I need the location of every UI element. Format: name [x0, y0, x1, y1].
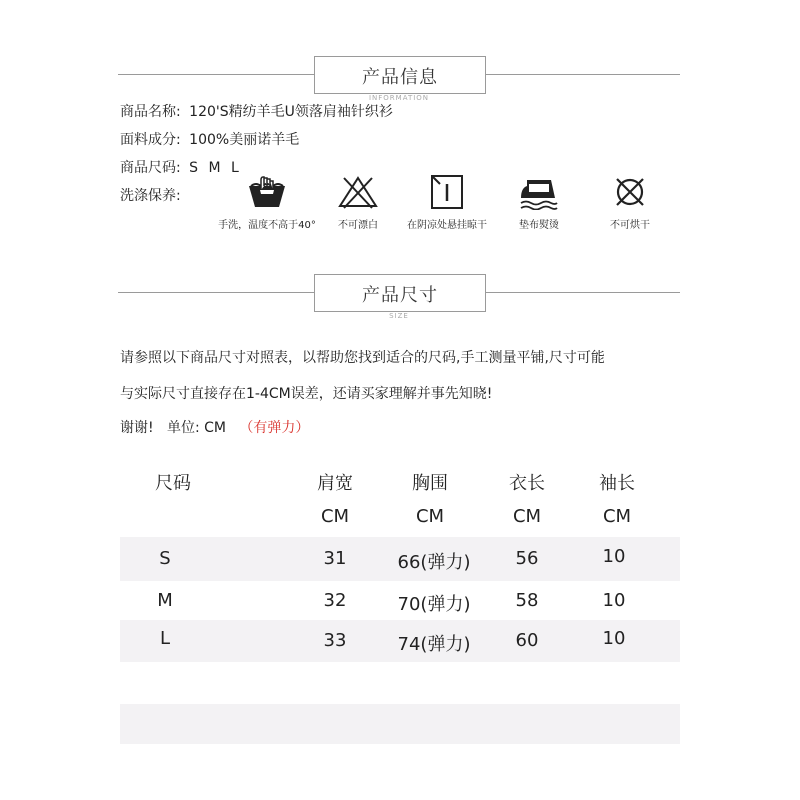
table-cell: 10: [602, 546, 626, 567]
table-cell: 33: [323, 630, 347, 651]
table-cell: 10: [602, 628, 626, 649]
care-caption: 不可漂白: [338, 220, 378, 231]
table-cell: 74(弹力): [397, 634, 471, 655]
table-cell: 31: [323, 548, 347, 569]
table-header: 肩宽: [317, 473, 353, 494]
table-cell: 70(弹力): [397, 594, 471, 615]
elastic-note: （有弹力）: [239, 420, 310, 436]
section-title-box: [314, 56, 486, 94]
section-title-box: [314, 274, 486, 312]
no-tumble-dry-icon: [608, 174, 652, 210]
table-cell: M: [157, 590, 173, 611]
note-line-2: 与实际尺寸直接存在1-4CM误差，还请买家理解并事先知晓!: [120, 386, 493, 402]
section-title: 产品信息: [362, 67, 438, 88]
section-subtitle: INFORMATION: [368, 94, 430, 102]
fabric-row: [120, 129, 299, 149]
unit-text: 单位: CM: [166, 420, 227, 436]
table-cell: 10: [602, 590, 626, 611]
section-subtitle: SIZE: [389, 312, 409, 320]
fabric-value: 100%美丽诺羊毛: [189, 132, 300, 148]
table-unit: CM: [415, 506, 445, 527]
table-cell: 60: [515, 630, 539, 651]
product-name-value: 120'S精纺羊毛U领落肩袖针织衫: [189, 104, 393, 120]
care-row: [120, 185, 185, 205]
table-cell: 58: [515, 590, 539, 611]
no-bleach-icon: [336, 174, 380, 210]
care-item-no-tumble-dry: [575, 174, 685, 231]
note-line-1: 请参照以下商品尺寸对照表，以帮助您找到适合的尺码,手工测量平铺,尺寸可能: [120, 350, 605, 366]
care-caption: 垫布熨烫: [519, 220, 559, 231]
table-cell: L: [159, 628, 171, 649]
product-name-label: 商品名称:: [120, 104, 181, 120]
table-cell: S: [159, 548, 171, 569]
thanks-text: 谢谢!: [120, 420, 154, 436]
fabric-label: 面料成分:: [120, 132, 181, 148]
iron-with-cloth-icon: [517, 174, 561, 210]
size-section-header: [118, 274, 680, 324]
table-unit: CM: [512, 506, 542, 527]
table-header: 胸围: [412, 473, 448, 494]
note-line-3: [120, 417, 309, 437]
table-header: 袖长: [599, 473, 635, 494]
care-caption: 手洗，温度不高于40°: [218, 220, 316, 231]
care-caption: 在阴凉处悬挂晾干: [407, 220, 487, 231]
table-cell: 66(弹力): [397, 552, 471, 573]
hand-wash-icon: [245, 174, 289, 210]
care-label: 洗涤保养:: [120, 188, 181, 204]
table-header: 衣长: [509, 473, 545, 494]
bottom-band: [120, 704, 680, 744]
table-unit: CM: [602, 506, 632, 527]
size-label: 商品尺码:: [120, 160, 181, 176]
care-caption: 不可烘干: [610, 220, 650, 231]
table-cell: 56: [515, 548, 539, 569]
size-value: S M L: [189, 160, 242, 176]
table-header: 尺码: [155, 473, 191, 494]
line-dry-shade-icon: [425, 174, 469, 210]
product-name-row: [120, 101, 393, 121]
table-unit: CM: [320, 506, 350, 527]
info-section-header: [118, 56, 680, 106]
table-cell: 32: [323, 590, 347, 611]
section-title: 产品尺寸: [362, 285, 438, 306]
